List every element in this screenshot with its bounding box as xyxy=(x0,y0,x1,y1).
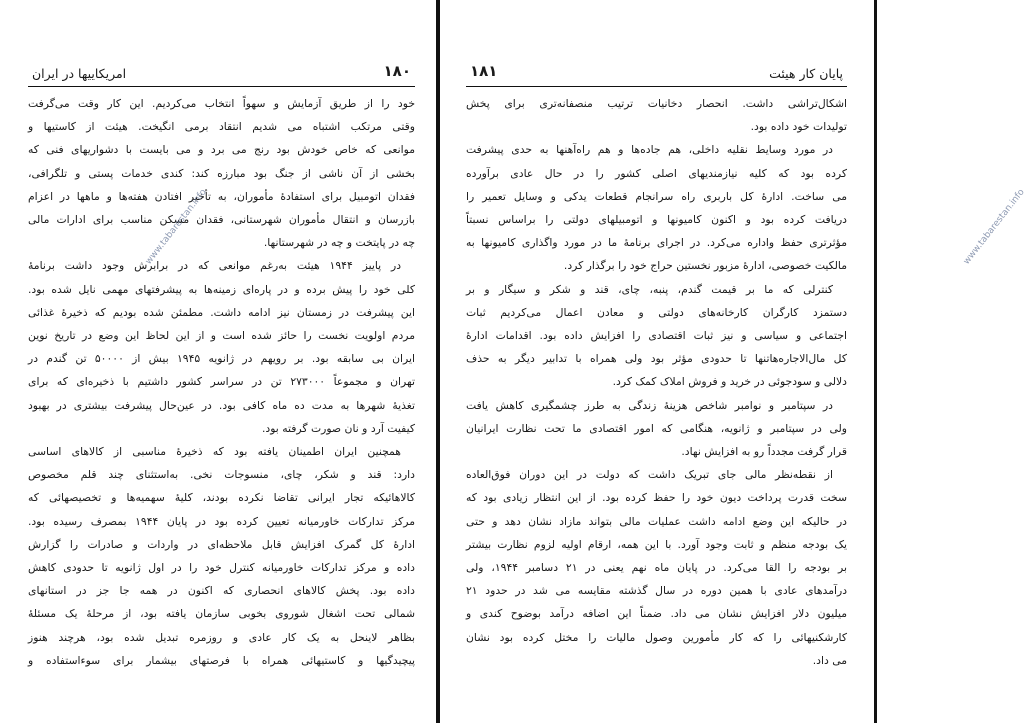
text-line: ایران بی سابقه بود. بر رویهم در ژانویه ۱۹۴۵ بیش از ۵۰۰۰۰ تن گندم در xyxy=(28,352,416,366)
text-line: می داد. xyxy=(812,653,847,667)
text-line: تهران و مجموعاً ۲۷۳۰۰۰ تن در سراسر کشور داشتیم با ذخیره‌ای که برای xyxy=(28,375,415,389)
text-line: داده بود. پخش کالاهای انحصاری که اکنون در همه جا جز در استانهای xyxy=(28,584,415,598)
right-page-number: ۱۸۱ xyxy=(470,62,498,80)
right-page xyxy=(440,0,1027,723)
left-page xyxy=(0,0,437,723)
text-line: تولیدات خود داده بود. xyxy=(750,120,847,134)
text-line: کرده بود که کلیه نیازمندیهای اصلی کشور را در حال عادی برآورده xyxy=(466,166,847,180)
right-scan-edge xyxy=(874,0,877,723)
text-line: کالاهائیکه تجار ایرانی تقاضا نکرده بودند، کلیهٔ سهمیه‌ها و تخصیصهائی که xyxy=(28,491,415,505)
left-page-number: ۱۸۰ xyxy=(383,62,411,80)
text-line: مردم اولویت نخست را حائز شده است و از این لحاظ این وضع در تاریخ نوین xyxy=(28,329,415,343)
text-line: در مورد وسایط نقلیه داخلی، هم جاده‌ها و هم راه‌آهنها به حدی پیشرفت xyxy=(466,143,833,157)
text-line: اجتماعی و سیاسی و نیز ثبات اقتصادی را افزایش داده بود. اقدامات ادارهٔ xyxy=(466,329,847,343)
text-line: از نقطه‌نظر مالی جای تبریک داشت که دولت در این دوران فوق‌العاده xyxy=(466,468,833,482)
text-line: کیفیت آرد و نان صورت گرفته بود. xyxy=(261,421,415,435)
text-line: سخت قدرت پرداخت دیون خود را حفظ کرده بود. از این انتظار زیادی بود که xyxy=(466,491,847,505)
text-line: در پاییز ۱۹۴۴ هیئت به‌رغم موانعی که در برابرش وجود داشت برنامهٔ xyxy=(28,259,401,273)
left-page-header xyxy=(28,64,415,87)
text-line: ادارهٔ کل گمرک افزایش قابل ملاحظه‌ای در واردات و صادرات را گزارش xyxy=(28,537,415,551)
left-page-text xyxy=(28,92,415,672)
text-line: دریافت کرده بود و اکنون کامیونها و اتومبیلهای دولتی را براساس نسبتاً xyxy=(466,213,847,227)
text-line: درآمدهای عادی با همین دوره در سال گذشته مقایسه می شد در حدود ۲۱ xyxy=(466,584,847,598)
text-line: کلی خود را پیش برده و در پاره‌ای زمینه‌ها به پیشرفتهای مهمی نایل شده بود. xyxy=(28,282,415,296)
text-line: یک بودجه منظم و ثابت وجود آورد. با این همه، ارقام اولیه لزوم نظارت بیشتر xyxy=(466,537,847,551)
text-line: خود را از طریق آزمایش و سهواً انتخاب می‌کردیم. این کار وقت می‌گرفت xyxy=(28,97,415,110)
text-line: بظاهر لاینحل به یک کار عادی و روزمره تبدیل شده بود، هرچند هنوز xyxy=(28,630,415,644)
text-line: شمالی تحت اشغال شوروی بخوبی سازمان یافته بود، از مرحلهٔ یک مسئلهٔ xyxy=(28,607,415,621)
right-page-header xyxy=(466,64,847,87)
right-page-text xyxy=(466,92,847,672)
text-line: بازرسان و انتقال مأموران شهرستانی، فقدان مسکن مناسب برای ادارات مالی xyxy=(28,213,415,227)
text-line: اشکال‌تراشی داشت. انحصار دخانیات ترتیب منصفانه‌تری برای پخش xyxy=(466,97,847,110)
text-line: کنترلی که ما بر قیمت گندم، پنبه، چای، قند و شکر و سیگار و بر xyxy=(466,282,833,296)
text-line: این پیشرفت در زمستان نیز ادامه داشت. مطمئن شده بودیم که ذخیرهٔ غذائی xyxy=(28,305,415,319)
text-line: می ساخت. ادارهٔ کل باربری راه سرانجام قطعات یدکی و وسایل تعمیر را xyxy=(466,189,847,203)
text-line: داده و مرکز تدارکات خاورمیانه کنترل خود را در اول ژانویه تا حدودی کاهش xyxy=(28,561,415,575)
text-line: کل مال‌الاجاره‌هاتنها تا حدودی مؤثر بود ولی همراه با تدابیر دیگر به حذف xyxy=(466,352,847,366)
text-line: در حالیکه این وضع ادامه داشت عملیات مالی بتواند مازاد نشان دهد و حتی xyxy=(466,514,847,528)
text-line: بر بودجه را القا می‌کرد. در پایان ماه نهم یعنی در ۲۱ دسامبر ۱۹۴۴، ولی xyxy=(466,561,848,575)
text-line: در سپتامبر و نوامبر شاخص هزینهٔ زندگی به طرز چشمگیری کاهش یافت xyxy=(466,398,833,412)
text-line: تغذیهٔ شهرها به مدت ده ماه کافی بود. در عین‌حال پیشرفت بیشتری در بهبود xyxy=(28,398,415,412)
text-line: دستمزد کارگران کارخانه‌های دولتی و معادن اعمال می‌کردیم ثبات xyxy=(466,305,847,319)
text-line: دارد: قند و شکر، چای، منسوجات نخی. به‌استثنای چند قلم مخصوص xyxy=(28,468,415,482)
text-line: پیچیدگیها و کاستیهائی همراه با فرصتهای بیشمار برای سوءاستفاده و xyxy=(28,653,415,667)
text-line: مالکیت خصوصی، ادارهٔ مزبور نخستین حراج خود را برگذار کرد. xyxy=(563,259,847,273)
text-line: چه در پایتخت و چه در شهرستانها. xyxy=(263,236,415,250)
text-line: همچنین ایران اطمینان یافته بود که ذخیرهٔ مناسبی از کالاهای اساسی xyxy=(28,445,401,459)
text-line: فقدان اتومبیل برای استفادهٔ مأموران، به تأخیر افتادن هفته‌ها و ماهها در اعزام xyxy=(28,189,415,203)
right-watermark: www.tabarestan.info xyxy=(961,187,1027,267)
text-line: قرار گرفت مجدداً رو به افزایش نهاد. xyxy=(681,445,847,459)
left-watermark: www.tabarestan.info xyxy=(143,187,209,267)
text-line: مرکز تدارکات خاورمیانه تعیین کرده بود در پایان ۱۹۴۴ بمصرف رسیده بود. xyxy=(28,514,415,528)
text-line: بخشی از آن ناشی از جنگ بود مبارزه کند: کندی خدمات پستی و تلگرافی، xyxy=(28,166,415,180)
text-line: کارشکنیهائی را که کار مأمورین وصول مالیات را مختل کرده بود نشان xyxy=(466,630,847,644)
text-line: ولی در سپتامبر و ژانویه، هنگامی که امور اقتصادی ما تحت نظارت ایرانیان xyxy=(466,421,847,435)
text-line: میلیون دلار افزایش نشان می داد. ضمناً این اضافه درآمد بوضوح کندی و xyxy=(466,607,847,621)
text-line: مؤثرتری حفظ واداره می‌کرد. در اجرای برنامهٔ ما در مورد واگذاری کامیونها به xyxy=(466,236,847,250)
text-line: دلالی و سودجوئی در خرید و فروش املاک کمک کرد. xyxy=(612,375,847,389)
right-running-title: پایان کار هیئت xyxy=(769,66,843,81)
text-line: وقتی مرتکب اشتباه می شدیم انتقاد برمی انگیخت. هیئت از کاستیها و xyxy=(28,120,415,134)
left-running-title: امریکاییها در ایران xyxy=(32,66,127,81)
text-line: موانعی که خاص خودش بود رنج می برد و می بایست با دشواریهای فنی که xyxy=(28,143,415,157)
